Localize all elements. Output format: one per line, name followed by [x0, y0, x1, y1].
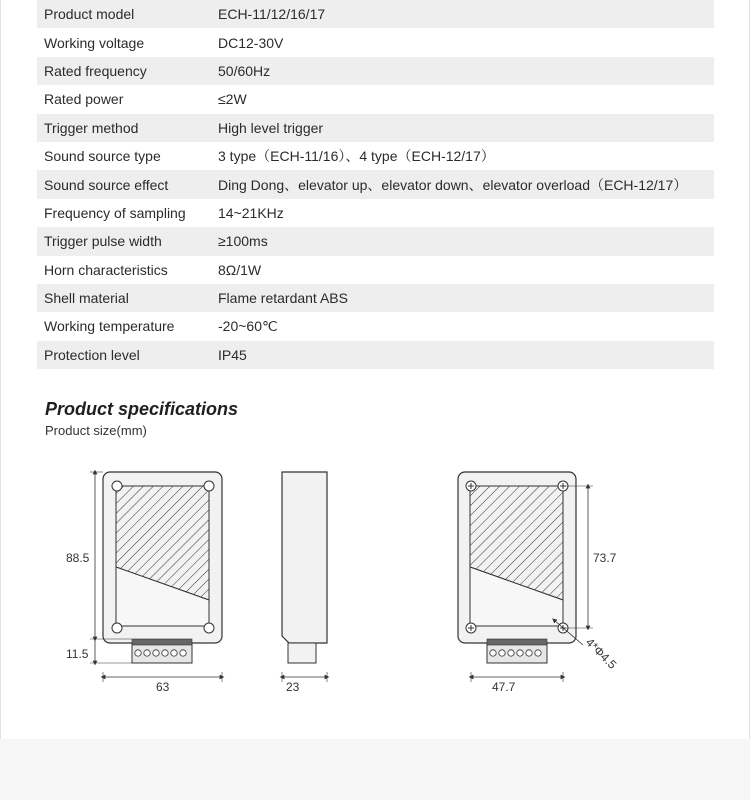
- spec-value: 14~21KHz: [218, 204, 284, 221]
- spec-label: Rated frequency: [44, 62, 147, 79]
- spec-table: [37, 0, 714, 369]
- front-view: [90, 472, 222, 682]
- spec-label: Horn characteristics: [44, 261, 168, 278]
- spec-label: Frequency of sampling: [44, 204, 186, 221]
- spec-row: [37, 312, 714, 340]
- spec-value: IP45: [218, 346, 247, 363]
- spec-value: -20~60℃: [218, 317, 278, 334]
- spec-value: 3 type（ECH-11/16）、4 type（ECH-12/17）: [218, 148, 495, 165]
- spec-row: [37, 341, 714, 369]
- spec-label: Product model: [44, 6, 135, 23]
- spec-row: [37, 170, 714, 198]
- spec-row: [37, 256, 714, 284]
- spec-label: Sound source type: [44, 148, 161, 165]
- spec-row: [37, 28, 714, 56]
- spec-label: Working temperature: [44, 318, 175, 335]
- spec-value: 50/60Hz: [218, 62, 271, 79]
- spec-value: High level trigger: [218, 119, 324, 136]
- spec-label: Shell material: [44, 290, 129, 307]
- spec-label: Trigger method: [44, 119, 139, 136]
- dim-terminal-label: 11.5: [66, 647, 89, 661]
- spec-value: Flame retardant ABS: [218, 290, 348, 307]
- spec-value: ≤2W: [218, 91, 247, 108]
- spec-label: Sound source effect: [44, 176, 169, 193]
- spec-value: ECH-11/12/16/17: [218, 6, 326, 23]
- dim-hole-width-label: 47.7: [492, 680, 516, 694]
- spec-value: 8Ω/1W: [218, 261, 262, 278]
- spec-value: DC12-30V: [218, 34, 284, 51]
- spec-row: [37, 0, 714, 28]
- spec-label: Rated power: [44, 91, 124, 108]
- spec-value: ≥100ms: [218, 233, 268, 250]
- spec-label: Working voltage: [44, 34, 145, 51]
- back-view: [458, 472, 593, 682]
- dim-depth-label: 23: [286, 680, 300, 694]
- spec-value: Ding Dong、elevator up、elevator down、elevator overload（ECH-12/17）: [218, 176, 688, 193]
- spec-row: [37, 199, 714, 227]
- side-view: [282, 472, 327, 682]
- spec-label: Trigger pulse width: [44, 233, 162, 250]
- spec-row: [37, 142, 714, 170]
- dim-holes-label: 4*Φ4.5: [582, 635, 620, 672]
- dim-hole-height-label: 73.7: [593, 551, 617, 565]
- page-footer: [0, 739, 750, 800]
- dimension-drawing: [1, 450, 750, 710]
- section-subtitle: Product size(mm): [45, 423, 147, 438]
- spec-row: [37, 85, 714, 113]
- dim-width-label: 63: [156, 680, 170, 694]
- spec-label: Protection level: [44, 346, 140, 363]
- spec-row: [37, 227, 714, 255]
- spec-row: [37, 57, 714, 85]
- section-title: Product specifications: [45, 399, 239, 419]
- spec-row: [37, 114, 714, 142]
- spec-row: [37, 284, 714, 312]
- dim-height-label: 88.5: [66, 551, 90, 565]
